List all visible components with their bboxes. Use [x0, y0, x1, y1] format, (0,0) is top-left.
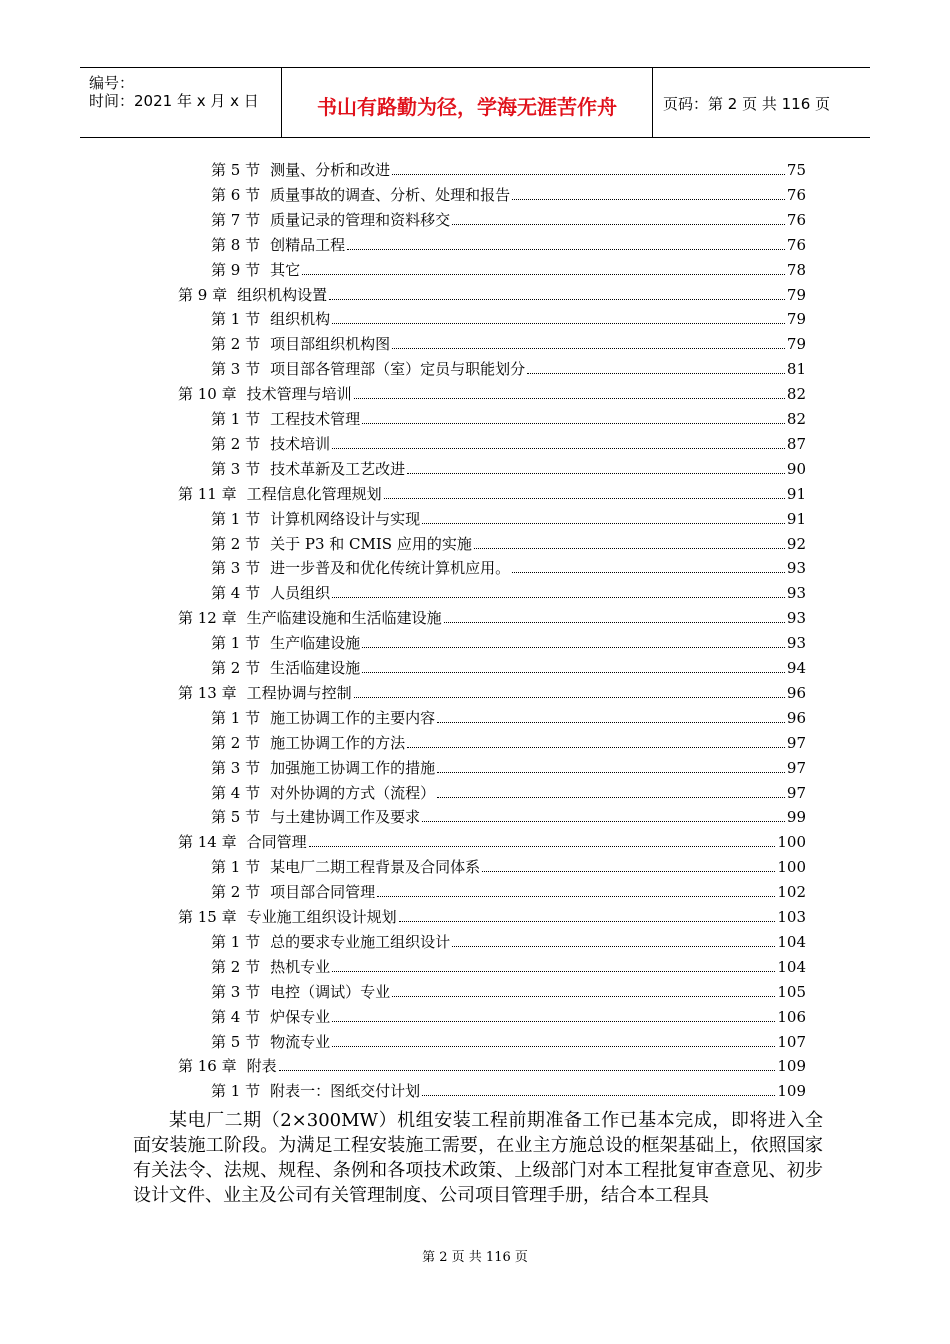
toc-entry-number: 第 1 节: [211, 708, 261, 727]
toc-entry-title: 与土建协调工作及要求: [270, 808, 421, 827]
toc-entry-page: 75: [786, 161, 806, 179]
toc-leader-dots: [527, 373, 785, 374]
toc-entry-number: 第 1 节: [211, 634, 261, 653]
toc-section-entry[interactable]: [211, 632, 806, 654]
toc-leader-dots: [407, 473, 785, 474]
toc-section-entry[interactable]: [211, 159, 806, 181]
toc-entry-page: 92: [786, 534, 806, 553]
toc-leader-dots: [309, 846, 776, 847]
toc-entry-title: 生活临建设施: [270, 659, 361, 677]
toc-section-entry[interactable]: [211, 782, 806, 804]
toc-entry-page: 79: [786, 285, 806, 304]
toc-leader-dots: [329, 299, 785, 300]
toc-entry-page: 79: [786, 310, 806, 329]
toc-chapter-entry[interactable]: [178, 831, 806, 853]
toc-leader-dots: [512, 572, 785, 573]
toc-entry-title: 专业施工组织设计规划: [246, 908, 397, 926]
toc-section-entry[interactable]: [211, 732, 806, 754]
body-paragraph: [133, 1108, 823, 1208]
toc-entry-number: 第 1 节: [211, 932, 261, 951]
toc-section-entry[interactable]: [211, 806, 806, 828]
toc-entry-page: 100: [777, 833, 806, 852]
toc-leader-dots: [332, 597, 785, 598]
toc-entry-page: 103: [777, 908, 806, 926]
toc-entry-page: 81: [786, 360, 806, 379]
toc-section-entry[interactable]: [211, 657, 806, 679]
toc-entry-title: 人员组织: [270, 584, 331, 603]
toc-leader-dots: [332, 1046, 775, 1047]
toc-entry-title: 施工协调工作的主要内容: [270, 708, 436, 727]
toc-entry-number: 第 3 节: [211, 559, 261, 578]
toc-entry-number: 第 9 节: [211, 260, 261, 279]
toc-entry-number: 第 14 章: [178, 833, 237, 852]
toc-leader-dots: [302, 274, 785, 275]
motto: 书山有路勤为径，学海无涯苦作舟: [317, 95, 617, 119]
toc-section-entry[interactable]: [211, 856, 806, 878]
toc-entry-page: 91: [786, 484, 806, 503]
toc-leader-dots: [332, 971, 775, 972]
toc-leader-dots: [444, 622, 785, 623]
toc-entry-page: 91: [786, 509, 806, 528]
toc-section-entry[interactable]: [211, 757, 806, 779]
toc-entry-page: 78: [786, 260, 806, 279]
toc-leader-dots: [384, 498, 785, 499]
toc-chapter-entry[interactable]: [178, 1055, 806, 1077]
toc-entry-number: 第 2 节: [211, 733, 261, 752]
toc-leader-dots: [392, 174, 785, 175]
toc-entry-number: 第 2 节: [211, 534, 261, 553]
toc-entry-page: 96: [786, 683, 806, 702]
toc-entry-title: 电控（调试）专业: [270, 982, 391, 1001]
serial-label: 编号：: [89, 74, 135, 92]
page-footer: 第 2 页 共 116 页: [422, 1250, 528, 1265]
toc-entry-number: 第 4 节: [211, 783, 261, 802]
toc-leader-dots: [474, 548, 785, 549]
toc-entry-number: 第 2 节: [211, 659, 261, 677]
toc-entry-page: 97: [786, 758, 806, 777]
toc-chapter-entry[interactable]: [178, 284, 806, 306]
toc-entry-page: 97: [786, 783, 806, 802]
paragraph-text: 某电厂二期（2×300MW）机组安装工程前期准备工作已基本完成，即将进入全面安装施工阶段。为满足工程安装施工需要，在业主方施总设的框架基础上，依照国家有关法令、法规、规程、条例和各项技术政策、上级部门对本工程批复审查意见、初步设计文件、业主及公司有关管理制度、公司项目管理手册，结合本工程具: [133, 1110, 823, 1206]
toc-section-entry[interactable]: [211, 956, 806, 978]
toc-leader-dots: [452, 224, 785, 225]
toc-section-entry[interactable]: [211, 508, 806, 530]
toc-entry-page: 107: [777, 1032, 806, 1051]
toc-entry-number: 第 16 章: [178, 1057, 237, 1076]
toc-entry-title: 炉保专业: [270, 1007, 331, 1026]
toc-entry-title: 工程信息化管理规划: [246, 484, 382, 503]
toc-entry-title: 创精品工程: [270, 235, 346, 254]
toc-leader-dots: [437, 772, 785, 773]
toc-leader-dots: [399, 921, 776, 922]
toc-leader-dots: [437, 722, 785, 723]
toc-entry-number: 第 13 章: [178, 683, 237, 702]
toc-entry-page: 96: [786, 708, 806, 727]
toc-entry-page: 99: [786, 808, 806, 827]
toc-entry-page: 106: [777, 1007, 806, 1026]
toc-entry-title: 关于 P3 和 CMIS 应用的实施: [270, 534, 472, 553]
toc-entry-title: 其它: [270, 260, 301, 279]
toc-leader-dots: [347, 249, 785, 250]
toc-leader-dots: [422, 1095, 775, 1096]
toc-leader-dots: [452, 946, 775, 947]
toc-entry-number: 第 3 节: [211, 982, 261, 1001]
toc-entry-number: 第 11 章: [178, 484, 237, 503]
page-header: [80, 67, 870, 138]
toc-section-entry[interactable]: [211, 184, 806, 206]
toc-entry-page: 82: [786, 385, 806, 404]
toc-entry-page: 100: [777, 858, 806, 877]
toc-entry-page: 76: [786, 210, 806, 229]
toc-entry-title: 对外协调的方式（流程）: [270, 783, 436, 802]
toc-entry-title: 项目部合同管理: [270, 883, 376, 902]
toc-entry-title: 质量事故的调查、分析、处理和报告: [270, 185, 511, 204]
toc-entry-number: 第 12 章: [178, 609, 237, 628]
toc-entry-title: 计算机网络设计与实现: [270, 509, 421, 528]
toc-entry-number: 第 2 节: [211, 434, 261, 453]
toc-entry-page: 82: [786, 410, 806, 428]
toc-entry-title: 总的要求专业施工组织设计: [270, 932, 451, 951]
toc-entry-number: 第 5 节: [211, 1032, 261, 1051]
toc-entry-page: 109: [777, 1082, 806, 1101]
toc-leader-dots: [437, 797, 785, 798]
toc-entry-page: 104: [777, 932, 806, 951]
toc-leader-dots: [332, 323, 785, 324]
toc-entry-title: 生产临建设施: [270, 634, 361, 653]
toc-entry-title: 项目部组织机构图: [270, 335, 391, 354]
toc-leader-dots: [482, 871, 775, 872]
toc-entry-number: 第 1 节: [211, 1082, 261, 1101]
toc-chapter-entry[interactable]: [178, 483, 806, 505]
toc-entry-title: 工程技术管理: [270, 410, 361, 428]
header-motto-cell: [282, 68, 653, 137]
toc-entry-number: 第 9 章: [178, 285, 228, 304]
toc-entry-title: 附表一：图纸交付计划: [270, 1082, 421, 1101]
toc-section-entry[interactable]: [211, 931, 806, 953]
toc-section-entry[interactable]: [211, 358, 806, 380]
toc-entry-title: 质量记录的管理和资料移交: [270, 210, 451, 229]
toc-leader-dots: [392, 348, 785, 349]
toc-entry-page: 94: [786, 659, 806, 677]
toc-entry-title: 附表: [246, 1057, 277, 1076]
toc-leader-dots: [332, 1021, 775, 1022]
toc-entry-page: 79: [786, 335, 806, 354]
toc-entry-page: 104: [777, 957, 806, 976]
toc-entry-page: 93: [786, 634, 806, 653]
toc-leader-dots: [407, 747, 785, 748]
toc-section-entry[interactable]: [211, 707, 806, 729]
toc-section-entry[interactable]: [211, 259, 806, 281]
toc-entry-number: 第 1 节: [211, 410, 261, 428]
toc-entry-number: 第 4 节: [211, 584, 261, 603]
toc-entry-number: 第 1 节: [211, 310, 261, 329]
toc-leader-dots: [392, 996, 775, 997]
toc-entry-page: 102: [777, 883, 806, 902]
toc-entry-number: 第 2 节: [211, 957, 261, 976]
toc-leader-dots: [354, 398, 785, 399]
toc-section-entry[interactable]: [211, 1031, 806, 1053]
toc-entry-title: 加强施工协调工作的措施: [270, 758, 436, 777]
toc-entry-number: 第 3 节: [211, 360, 261, 379]
toc-section-entry[interactable]: [211, 234, 806, 256]
toc-entry-page: 93: [786, 609, 806, 628]
toc-entry-number: 第 3 节: [211, 459, 261, 478]
toc-entry-title: 合同管理: [246, 833, 307, 852]
toc-entry-number: 第 2 节: [211, 335, 261, 354]
toc-entry-title: 工程协调与控制: [246, 683, 352, 702]
toc-entry-title: 施工协调工作的方法: [270, 733, 406, 752]
toc-leader-dots: [362, 672, 785, 673]
toc-section-entry[interactable]: [211, 533, 806, 555]
toc-entry-number: 第 15 章: [178, 908, 237, 926]
toc-section-entry[interactable]: [211, 458, 806, 480]
toc-entry-title: 进一步普及和优化传统计算机应用。: [270, 559, 511, 578]
toc-entry-page: 105: [777, 982, 806, 1001]
toc-leader-dots: [354, 697, 785, 698]
toc-entry-title: 热机专业: [270, 957, 331, 976]
header-meta-cell: [80, 68, 282, 137]
toc-leader-dots: [362, 647, 785, 648]
toc-leader-dots: [422, 821, 785, 822]
toc-entry-page: 93: [786, 584, 806, 603]
toc-entry-number: 第 5 节: [211, 808, 261, 827]
toc-entry-number: 第 7 节: [211, 210, 261, 229]
toc-section-entry[interactable]: [211, 308, 806, 330]
toc-entry-title: 技术革新及工艺改进: [270, 459, 406, 478]
header-page-cell: [653, 68, 870, 137]
toc-section-entry[interactable]: [211, 209, 806, 231]
toc-section-entry[interactable]: [211, 981, 806, 1003]
toc-entry-title: 组织机构设置: [237, 285, 328, 304]
toc-entry-page: 90: [786, 459, 806, 478]
toc-section-entry[interactable]: [211, 1080, 806, 1102]
toc-leader-dots: [422, 523, 785, 524]
toc-chapter-entry[interactable]: [178, 383, 806, 405]
toc-entry-number: 第 10 章: [178, 385, 237, 404]
toc-entry-number: 第 4 节: [211, 1007, 261, 1026]
toc-entry-title: 生产临建设施和生活临建设施: [246, 609, 442, 628]
toc-entry-number: 第 1 节: [211, 509, 261, 528]
toc-chapter-entry[interactable]: [178, 607, 806, 629]
toc-entry-page: 76: [786, 185, 806, 204]
toc-leader-dots: [512, 199, 785, 200]
toc-entry-number: 第 6 节: [211, 185, 261, 204]
toc-leader-dots: [279, 1070, 776, 1071]
toc-entry-title: 测量、分析和改进: [270, 161, 391, 179]
toc-entry-page: 109: [777, 1057, 806, 1076]
toc-entry-number: 第 5 节: [211, 161, 261, 179]
toc-leader-dots: [362, 423, 785, 424]
toc-entry-number: 第 8 节: [211, 235, 261, 254]
toc-entry-number: 第 1 节: [211, 858, 261, 877]
toc-section-entry[interactable]: [211, 557, 806, 579]
toc-entry-title: 物流专业: [270, 1032, 331, 1051]
toc-entry-title: 组织机构: [270, 310, 331, 329]
toc-entry-title: 某电厂二期工程背景及合同体系: [270, 858, 481, 877]
toc-leader-dots: [332, 448, 785, 449]
toc-section-entry[interactable]: [211, 408, 806, 430]
toc-section-entry[interactable]: [211, 433, 806, 455]
toc-entry-title: 技术培训: [270, 434, 331, 453]
toc-entry-title: 项目部各管理部（室）定员与职能划分: [270, 360, 526, 379]
toc-entry-number: 第 2 节: [211, 883, 261, 902]
toc-section-entry[interactable]: [211, 881, 806, 903]
toc-chapter-entry[interactable]: [178, 682, 806, 704]
toc-section-entry[interactable]: [211, 333, 806, 355]
page-info: 页码：第 2 页 共 116 页: [663, 95, 831, 113]
toc-entry-page: 76: [786, 235, 806, 254]
toc-entry-page: 87: [786, 434, 806, 453]
date-label: 时间：2021 年 x 月 x 日: [89, 92, 259, 110]
toc-entry-page: 93: [786, 559, 806, 578]
toc-entry-number: 第 3 节: [211, 758, 261, 777]
toc-entry-title: 技术管理与培训: [246, 385, 352, 404]
toc-chapter-entry[interactable]: [178, 906, 806, 928]
toc-section-entry[interactable]: [211, 582, 806, 604]
toc-leader-dots: [377, 896, 775, 897]
toc-entry-page: 97: [786, 733, 806, 752]
toc-section-entry[interactable]: [211, 1006, 806, 1028]
